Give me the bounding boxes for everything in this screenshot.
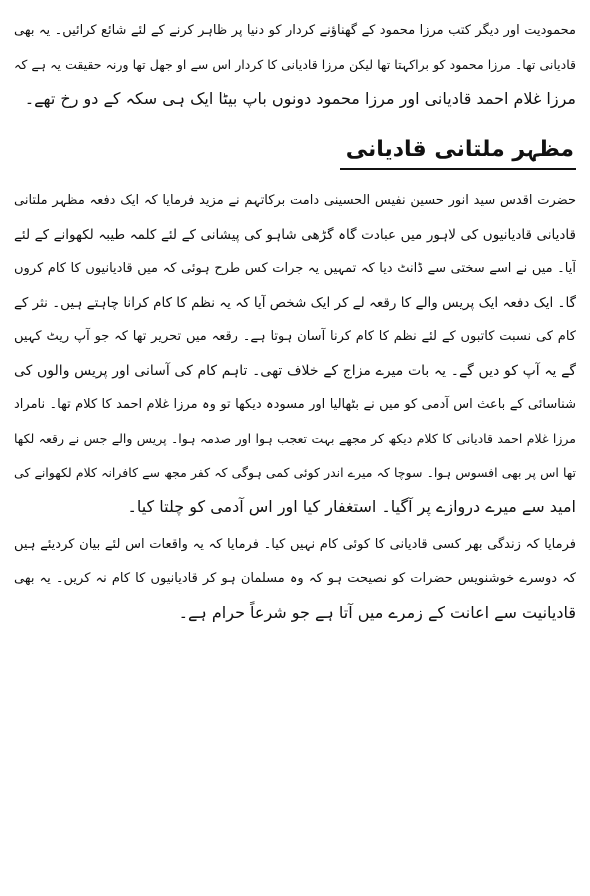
- text-line: قادیانی تھا۔ مرزا محمود کو براکہتا تھا لیکن مرزا قادیانی کا کردار اس سے او جھل تھا ورنہ حقیقت یہ ہے کہ: [14, 57, 576, 72]
- text-line: محمودیت اور دیگر کتب مرزا محمود کے گھناؤنے کردار کو دنیا پر ظاہر کرنے کے لئے شائع کرائیں۔ یہ بھی: [14, 23, 576, 38]
- section-heading-wrap: [14, 128, 576, 174]
- text-line: قادیانی قادیانیوں کی لاہور میں عبادت گاہ گڑھی شاہو کی پیشانی کے لئے کلمہ طیبہ لکھوانے کے لئے: [14, 227, 576, 243]
- document-page: [14, 14, 576, 630]
- body-paragraph-1: [14, 184, 576, 524]
- text-line: امید سے میرے دروازے پر آگیا۔ استغفار کیا اور اس آدمی کو چلتا کیا۔: [127, 497, 576, 516]
- body-paragraph-2: [14, 528, 576, 630]
- text-line: گے یہ آپ کو دیں گے۔ یہ بات میرے مزاج کے خلاف تھی۔ تاہم کام کی آسانی اور پریس والوں کی: [14, 363, 576, 379]
- text-line: گا۔ ایک دفعہ ایک پریس والے کا رقعہ لے کر ایک شخص آیا کہ یہ نظم کا کام کرانا چاہتے ہیں۔ نثر کے: [14, 295, 576, 311]
- text-line: قادیانیت سے اعانت کے زمرے میں آتا ہے جو شرعاً حرام ہے۔: [178, 603, 576, 622]
- text-line: تھا اس پر بھی افسوس ہوا۔ سوچا کہ میرے اندر کوئی کمی ہوگی کہ کفر مجھ سے کافرانہ کلام لکھوانے کی: [14, 465, 576, 480]
- section-heading: مظہر ملتانی قادیانی: [340, 134, 576, 170]
- text-line: مرزا غلام احمد قادیانی اور مرزا محمود دونوں باپ بیٹا ایک ہی سکہ کے دو رخ تھے۔: [24, 89, 576, 108]
- text-line: فرمایا کہ زندگی بھر کسی قادیانی کا کوئی کام نہیں کیا۔ فرمایا کہ یہ واقعات اس لئے بیان کردیئے ہیں: [14, 537, 576, 552]
- text-line: مرزا غلام احمد قادیانی کا کلام دیکھ کر مجھے بہت تعجب ہوا اور صدمہ ہوا۔ پریس والے جس نے رقعہ لکھا: [14, 431, 576, 446]
- text-line: شناسائی کے باعث اس آدمی کو میں نے بٹھالیا اور مسودہ دیکھا تو وہ مرزا غلام احمد کا کلام تھا۔ نامراد: [14, 397, 576, 412]
- intro-paragraph: [14, 14, 576, 116]
- text-line: آیا۔ میں نے اسے سختی سے ڈانٹ دیا کہ تمہیں یہ جرات کس طرح ہوئی کہ میں قادیانیوں کا کام کروں: [14, 261, 576, 276]
- text-line: کہ دوسرے خوشنویس حضرات کو نصیحت ہو کہ وہ مسلمان ہو کر قادیانیوں کا کام نہ کریں۔ یہ بھی: [14, 571, 576, 586]
- text-line: کام کی نسبت کاتبوں کے لئے نظم کا کام کرنا آسان ہوتا ہے۔ رقعہ میں تحریر تھا کہ جو آپ ریٹ کہیں: [14, 329, 576, 344]
- text-line: حضرت اقدس سید انور حسین نفیس الحسینی دامت برکاتہم نے مزید فرمایا کہ ایک دفعہ مظہر ملتانی: [14, 193, 576, 208]
